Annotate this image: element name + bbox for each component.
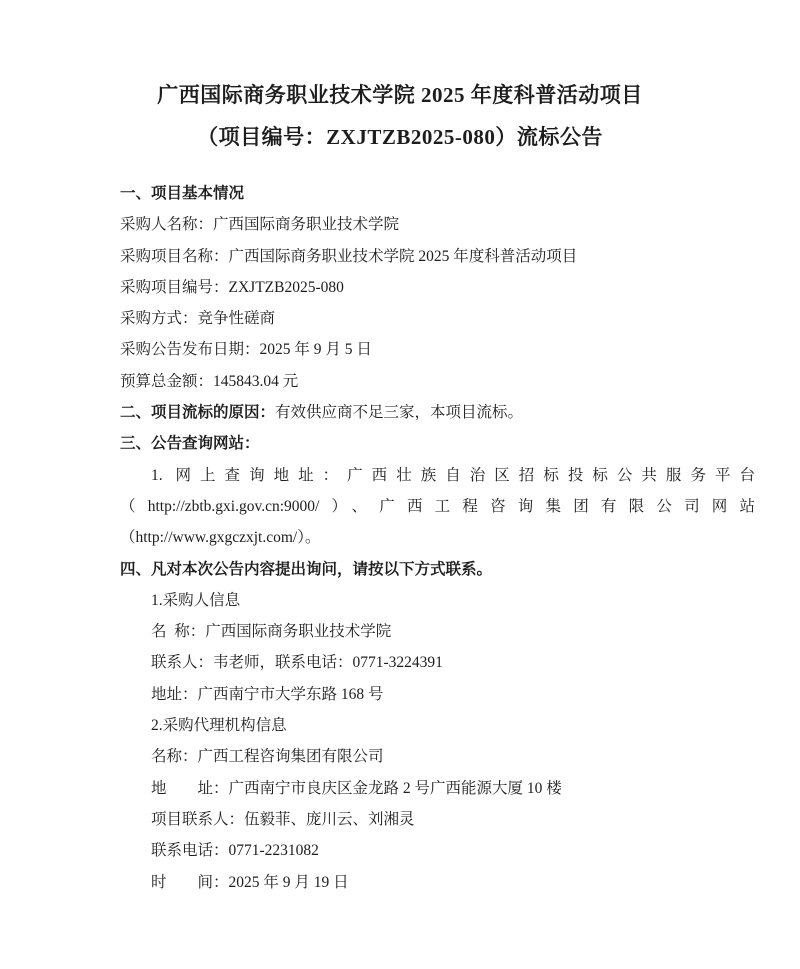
section2-heading: 二、项目流标的原因：	[120, 404, 276, 422]
buyer-contact: 联系人：韦老师，联系电话：0771-3224391	[151, 654, 443, 672]
section1-heading: 一、项目基本情况	[120, 185, 245, 202]
field-project-name: 采购项目名称：广西国际商务职业技术学院 2025 年度科普活动项目	[120, 247, 578, 265]
doc-title-line1: 广西国际商务职业技术学院 2025 年度科普活动项目	[157, 83, 643, 107]
query-site-line1: 1. 网上查询地址：广西壮族自治区招标投标公共服务平台	[151, 466, 755, 484]
section4-heading: 四、凡对本次公告内容提出询问，请按以下方式联系。	[120, 560, 493, 578]
section3-heading: 三、公告查询网站：	[120, 435, 260, 453]
field-announcement-date: 采购公告发布日期：2025 年 9 月 5 日	[120, 341, 372, 359]
announcement-time: 时 间：2025 年 9 月 19 日	[151, 873, 349, 891]
agency-phone: 联系电话：0771-2231082	[151, 842, 319, 860]
document-body	[120, 178, 755, 898]
agency-contacts: 项目联系人：伍毅菲、庞川云、刘湘灵	[151, 810, 415, 828]
buyer-address: 地址：广西南宁市大学东路 168 号	[151, 685, 384, 703]
query-site-line2: （http://zbtb.gxi.gov.cn:9000/）、广西工程咨询集团有限公司网站	[120, 497, 755, 515]
buyer-name: 名 称：广西国际商务职业技术学院	[151, 623, 392, 641]
query-site-line3: （http://www.gxgczxjt.com/）。	[120, 529, 321, 547]
section2-reason-text: 有效供应商不足三家，本项目流标。	[275, 404, 524, 422]
doc-title-line2: （项目编号：ZXJTZB2025-080）流标公告	[197, 125, 603, 149]
field-project-number: 采购项目编号：ZXJTZB2025-080	[120, 278, 344, 296]
agency-name: 名称：广西工程咨询集团有限公司	[151, 748, 384, 766]
field-budget-total: 预算总金额：145843.04 元	[120, 372, 299, 390]
field-procurement-method: 采购方式：竞争性磋商	[120, 310, 276, 328]
document-header	[0, 0, 800, 158]
agency-address: 地 址：广西南宁市良庆区金龙路 2 号广西能源大厦 10 楼	[151, 779, 562, 797]
section2-line	[120, 397, 755, 428]
agency-info-heading: 2.采购代理机构信息	[151, 717, 287, 735]
field-purchaser-name: 采购人名称：广西国际商务职业技术学院	[120, 216, 400, 234]
buyer-info-heading: 1.采购人信息	[151, 591, 241, 609]
